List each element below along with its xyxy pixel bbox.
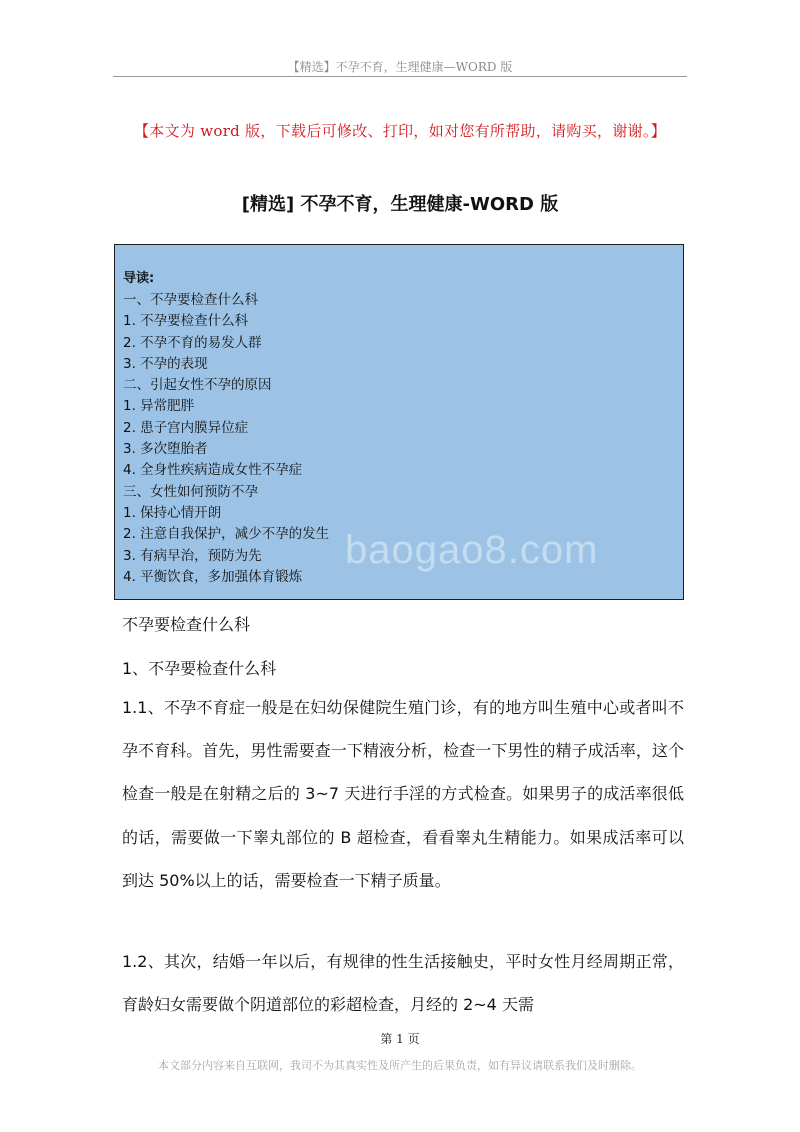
guide-item: 1. 不孕要检查什么科 xyxy=(123,313,249,330)
body-paragraph xyxy=(122,940,684,1026)
guide-item: 3. 多次堕胎者 xyxy=(123,441,208,458)
guide-item: 2. 不孕不育的易发人群 xyxy=(123,334,262,351)
guide-item: 3. 不孕的表现 xyxy=(123,355,208,372)
guide-heading: 导读: xyxy=(123,271,155,286)
guide-item: 4. 平衡饮食，多加强体育锻炼 xyxy=(123,568,303,585)
footer-disclaimer: 本文部分内容来自互联网，我司不为其真实性及所产生的后果负责，如有异议请联系我们及时删除。 xyxy=(158,1059,642,1072)
guide-item: 2. 注意自我保护，减少不孕的发生 xyxy=(123,526,330,543)
document-title: [精选] 不孕不育，生理健康-WORD 版 xyxy=(241,194,559,215)
guide-item: 2. 患子宫内膜异位症 xyxy=(123,419,249,436)
section-heading: 不孕要检查什么科 xyxy=(122,615,251,634)
guide-item: 一、不孕要检查什么科 xyxy=(123,292,258,308)
purchase-notice: 【本文为 word 版，下载后可修改、打印，如对您有所帮助，请购买，谢谢。】 xyxy=(133,122,667,140)
page-number: 第 1 页 xyxy=(380,1032,420,1046)
guide-item: 1. 异常肥胖 xyxy=(123,398,195,415)
watermark: baogao8.com xyxy=(345,528,599,572)
guide-item: 二、引起女性不孕的原因 xyxy=(123,377,272,394)
guide-item: 三、女性如何预防不孕 xyxy=(123,483,258,500)
guide-item: 4. 全身性疾病造成女性不孕症 xyxy=(123,462,303,479)
subsection-heading: 1、不孕要检查什么科 xyxy=(122,659,277,678)
header-divider xyxy=(113,76,687,77)
page-header: 【精选】不孕不育，生理健康—WORD 版 xyxy=(287,60,513,74)
paragraph-text: 1.1、不孕不育症一般是在妇幼保健院生殖门诊，有的地方叫生殖中心或者叫不孕不育科。首先，男性需要查一下精液分析，检查一下男性的精子成活率，这个检查一般是在射精之后的 3~7 天进行手淫的方式检查。如果男子的成活率很低的话，需要做一下睾丸部位的 B 超检查，看看睾丸生精能力。如果成活率可以到达 50%以上的话，需要检查一下精子质量。 xyxy=(122,698,684,890)
guide-item: 1. 保持心情开朗 xyxy=(123,504,222,521)
guide-item: 3. 有病早治，预防为先 xyxy=(123,547,262,564)
body-paragraph xyxy=(122,686,684,902)
paragraph-text: 1.2、其次，结婚一年以后，有规律的性生活接触史，平时女性月经周期正常，育龄妇女需要做个阴道部位的彩超检查，月经的 2~4 天需 xyxy=(122,952,684,1015)
